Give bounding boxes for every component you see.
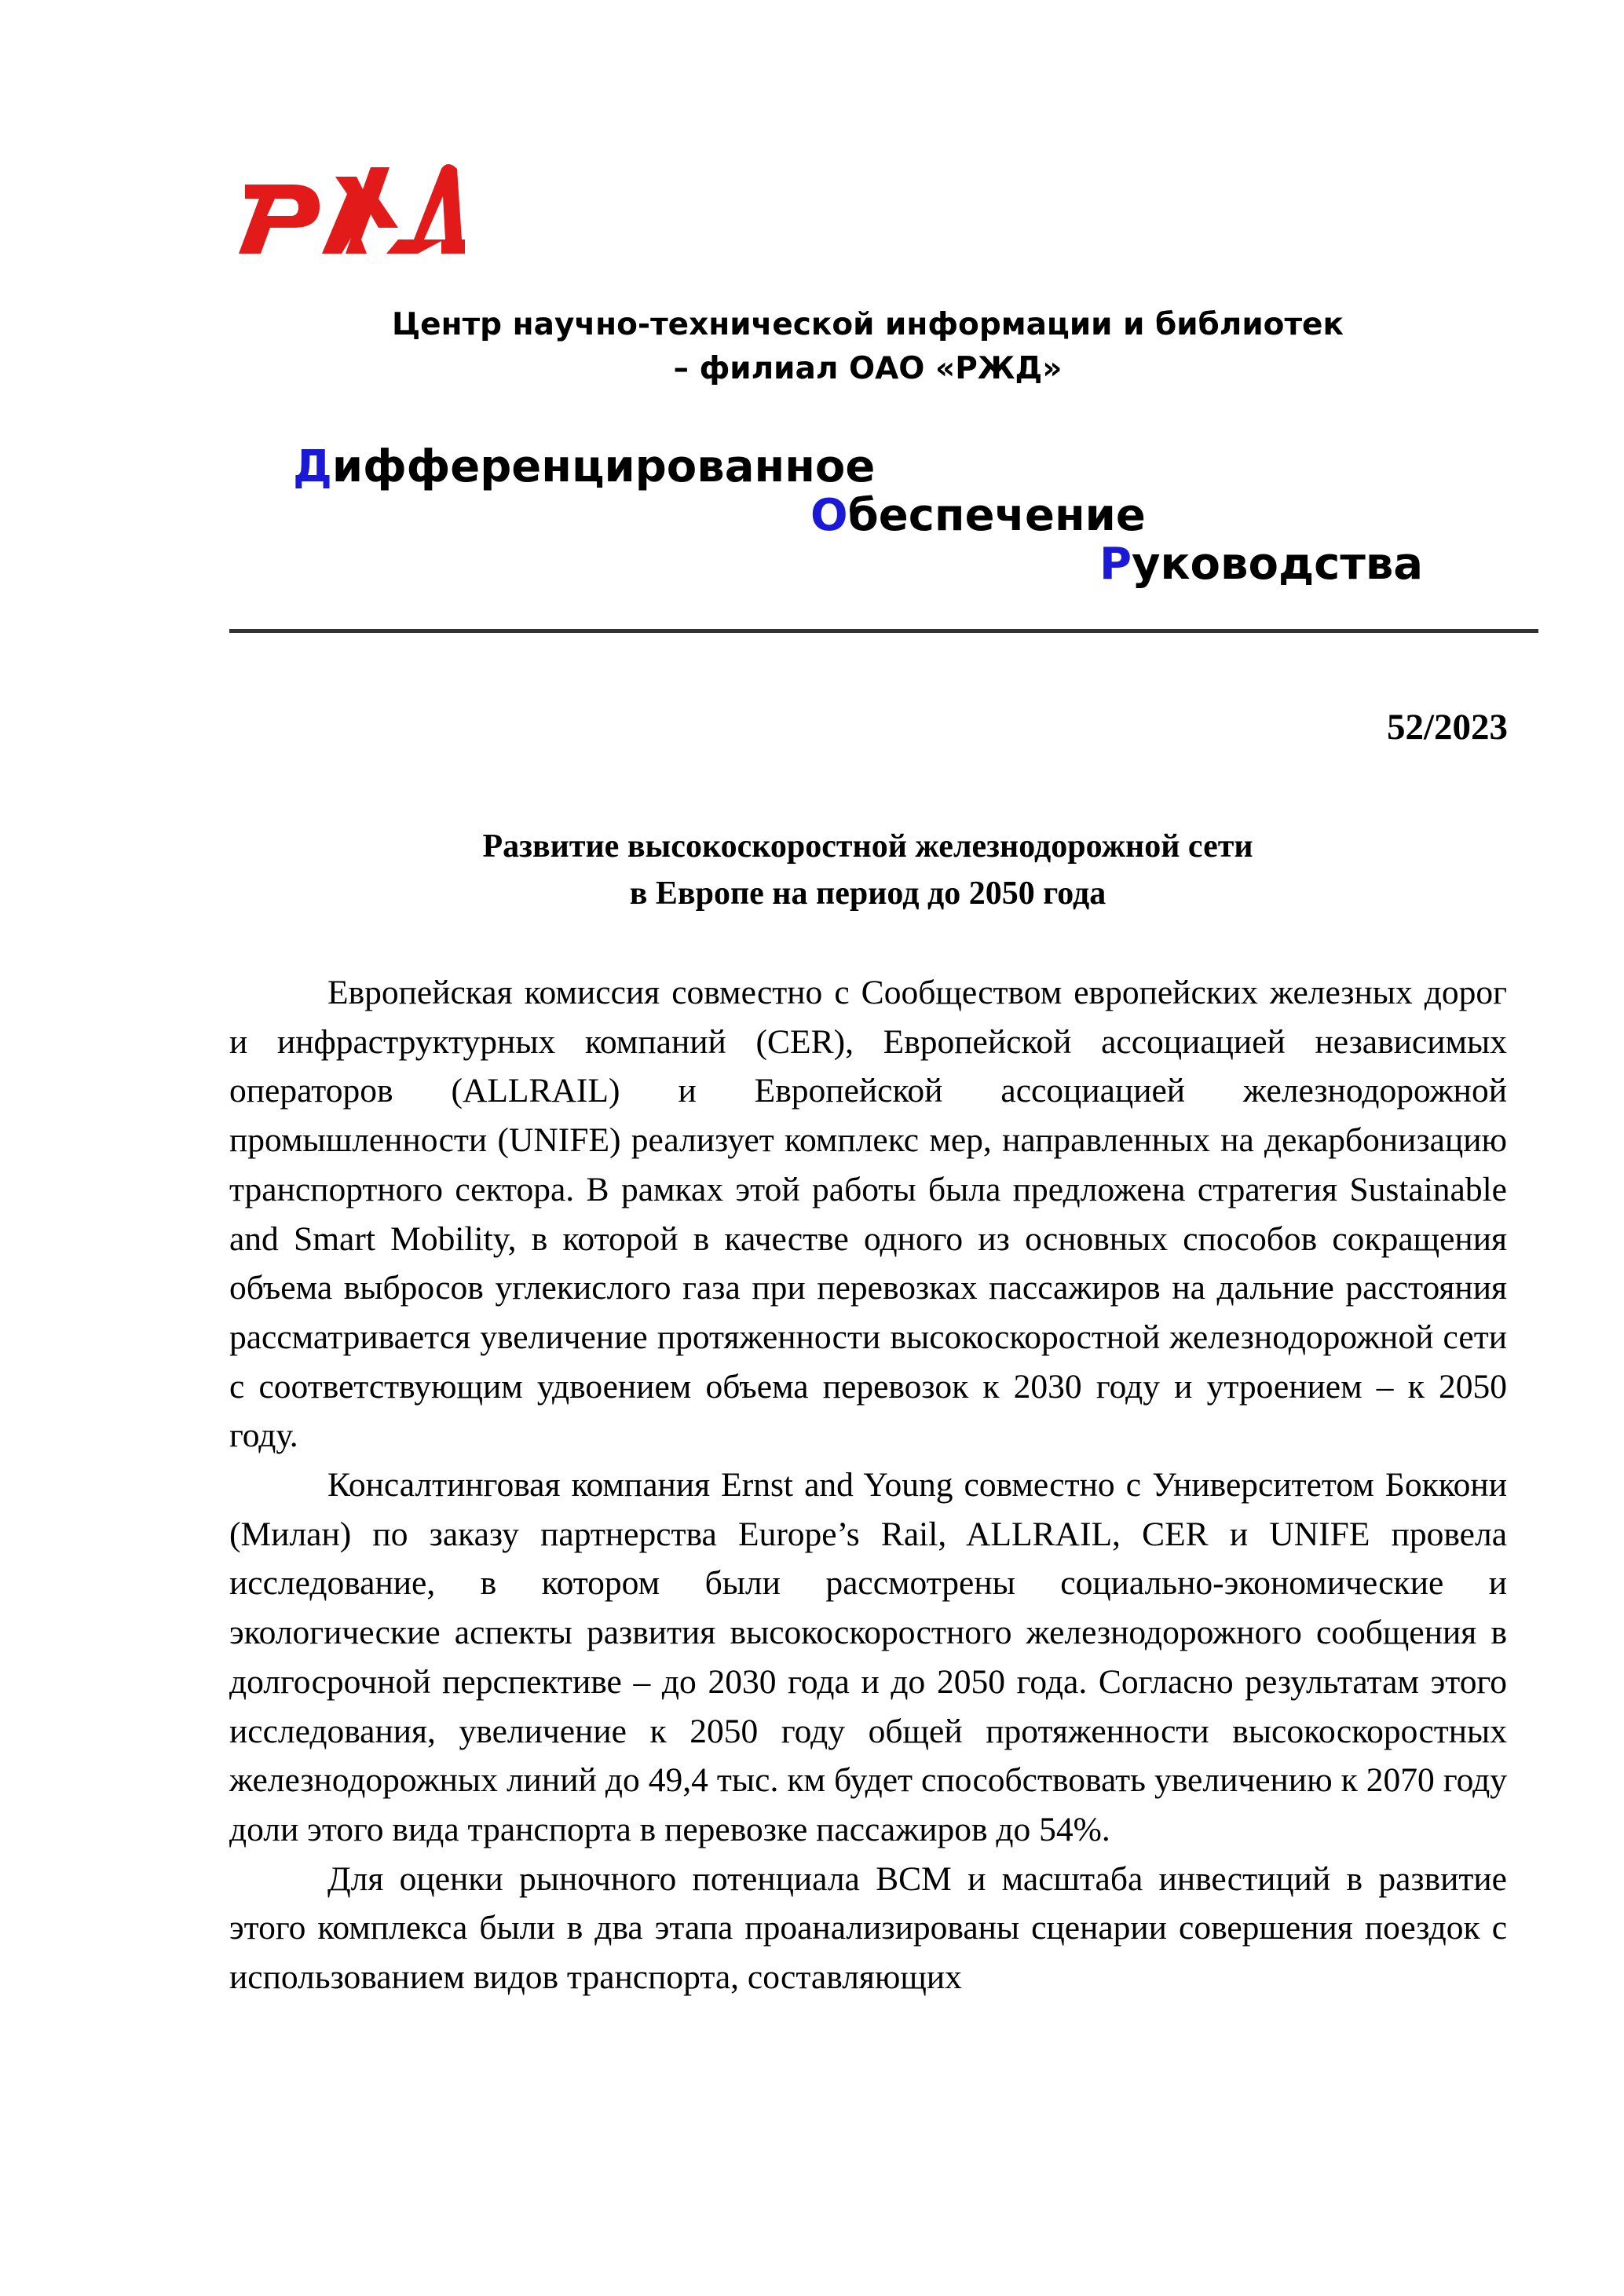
series-word-rest: уководства [1132, 539, 1424, 590]
series-word-rest: ифференцированное [331, 441, 876, 492]
document-title-line-1: Развитие высокоскоростной железнодорожной сети [482, 828, 1253, 865]
series-initial-r: Р [1099, 539, 1132, 590]
body-paragraph-1: Европейская комиссия совместно с Сообществом европейских железных дорог и инфраструктурных компаний (CER), Европейской ассоциацией независимых операторов (ALLRAIL) и Европейской ассоциацией железнодорожной промышленности (UNIFE) реализует комплекс мер, направленных на декарбонизацию транспортного сектора. В рамках этой работы была предложена стратегия Sustainable and Smart Mobility, в которой в качестве одного из основных способов сокращения объема выбросов углекислого газа при перевозках пассажиров на дальние расстояния рассматривается увеличение протяженности высокоскоростной железнодорожной сети с соответствующим удвоением объема перевозок к 2030 году и утроением – к 2050 году. [229, 974, 1507, 1455]
series-name-line-2 [810, 488, 1146, 543]
series-name-line-1 [293, 440, 875, 495]
document-body [229, 968, 1507, 2002]
document-title-line-2: в Европе на период до 2050 года [629, 876, 1106, 912]
series-initial-d: Д [293, 441, 332, 492]
document-number: 52/2023 [1386, 707, 1508, 748]
series-name-line-3 [1099, 537, 1423, 592]
organization-name-line-1: Центр научно-технической информации и библиотек [392, 307, 1344, 342]
series-initial-o: О [810, 490, 848, 541]
header-divider [229, 629, 1538, 633]
body-paragraph-2: Консалтинговая компания Ernst and Young совместно с Университетом Боккони (Милан) по заказу партнерства Europe’s Rail, ALLRAIL, CER и UNIFE провела исследование, в котором были рассмотрены социально-экономические и экологические аспекты развития высокоскоростного железнодорожного сообщения в долгосрочной перспективе – до 2030 года и до 2050 года. Согласно результатам этого исследования, увеличение к 2050 году общей протяженности высокоскоростных железнодорожных линий до 49,4 тыс. км будет способствовать увеличению к 2070 году доли этого вида транспорта в перевозке пассажиров до 54%. [229, 1466, 1507, 1848]
series-word-rest: беспечение [847, 490, 1146, 541]
body-paragraph-3: Для оценки рыночного потенциала ВСМ и масштаба инвестиций в развитие этого комплекса были в два этапа проанализированы сценарии совершения поездок с использованием видов транспорта, составляющих [229, 1859, 1507, 1997]
organization-name-line-2: – филиал ОАО «РЖД» [673, 351, 1063, 386]
rzd-logo [229, 153, 465, 259]
rzd-logo-icon [229, 153, 465, 259]
